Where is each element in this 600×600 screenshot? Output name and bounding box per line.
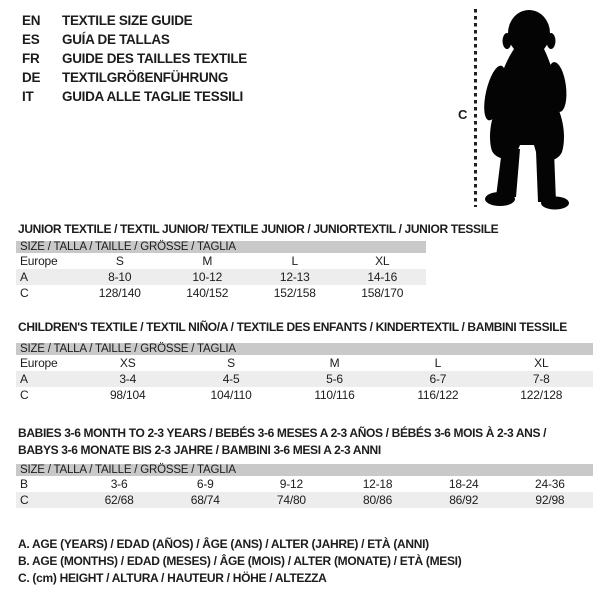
- size-value-cell: 24-36: [535, 477, 565, 491]
- children-size-table: [16, 343, 593, 403]
- footnote-line: B. AGE (MONTHS) / EDAD (MESES) / ÂGE (MOIS) / ALTER (MONATE) / ETÀ (MESI): [18, 553, 462, 568]
- section-title-line: BABIES 3-6 MONTH TO 2-3 YEARS / BEBÉS 3-6 MESES A 2-3 AÑOS / BÉBÉS 3-6 MOIS À 2-3 ANS /: [18, 426, 547, 440]
- height-dotted-line: [474, 9, 477, 207]
- size-value-cell: 74/80: [248, 492, 334, 508]
- size-value-cell: L: [291, 254, 298, 268]
- language-row-fr: [22, 49, 247, 68]
- language-row-de: [22, 68, 247, 87]
- row-label-cell: C: [20, 388, 29, 402]
- babies-size-table: [16, 464, 593, 508]
- language-row-es: [22, 30, 247, 49]
- junior-size-table: [16, 241, 426, 301]
- row-label-cell: A: [16, 269, 76, 285]
- language-row-en: [22, 11, 247, 30]
- babies-section-title: [18, 425, 546, 459]
- size-value-cell: S: [227, 356, 235, 370]
- table-header-row: [16, 343, 593, 355]
- table-row: [16, 269, 426, 285]
- size-value-cell: XS: [119, 356, 136, 370]
- row-label-cell: A: [16, 371, 76, 387]
- table-row: [16, 492, 593, 508]
- table-row: [16, 387, 593, 403]
- size-value-cell: 68/74: [162, 492, 248, 508]
- size-value-cell: 62/68: [76, 492, 162, 508]
- table-header-row: [16, 241, 426, 253]
- size-value-cell: 80/86: [334, 492, 420, 508]
- row-label-cell: Europe: [20, 254, 58, 268]
- language-title-list: [22, 11, 247, 106]
- row-label-cell: C: [16, 492, 76, 508]
- language-code: ES: [22, 32, 40, 47]
- language-label: GUIDE DES TAILLES TEXTILE: [62, 51, 248, 66]
- size-value-cell: 18-24: [448, 477, 479, 491]
- size-value-cell: 6-9: [196, 477, 214, 491]
- language-label: TEXTILE SIZE GUIDE: [62, 13, 193, 28]
- size-value-cell: 6-7: [386, 371, 489, 387]
- language-label: TEXTILGRÖßENFÜHRUNG: [62, 70, 229, 85]
- size-value-cell: 122/128: [520, 388, 563, 402]
- row-label-cell: Europe: [20, 356, 58, 370]
- language-code: FR: [22, 51, 40, 66]
- size-value-cell: 116/122: [417, 388, 459, 402]
- size-value-cell: 110/116: [314, 388, 355, 402]
- size-value-cell: 104/110: [210, 388, 252, 402]
- size-value-cell: XL: [375, 254, 390, 268]
- size-value-cell: 9-12: [279, 477, 303, 491]
- size-value-cell: M: [202, 254, 213, 268]
- size-value-cell: 5-6: [283, 371, 386, 387]
- table-header-row: [16, 464, 593, 476]
- table-row: [16, 285, 426, 301]
- size-value-cell: 128/140: [98, 286, 141, 300]
- size-value-cell: 12-18: [362, 477, 393, 491]
- size-value-cell: 7-8: [490, 371, 593, 387]
- size-value-cell: M: [329, 356, 340, 370]
- language-code: IT: [22, 89, 34, 104]
- size-value-cell: XL: [534, 356, 549, 370]
- size-value-cell: 86/92: [421, 492, 507, 508]
- size-table-header: SIZE / TALLA / TAILLE / GRÖSSE / TAGLIA: [16, 343, 593, 355]
- size-value-cell: 12-13: [251, 269, 339, 285]
- footnote-line: A. AGE (YEARS) / EDAD (AÑOS) / ÂGE (ANS) / ALTER (JAHRE) / ETÀ (ANNI): [18, 537, 429, 551]
- size-value-cell: 8-10: [76, 269, 164, 285]
- table-row: [16, 355, 593, 371]
- size-table-header: SIZE / TALLA / TAILLE / GRÖSSE / TAGLIA: [16, 464, 593, 476]
- size-value-cell: 10-12: [164, 269, 252, 285]
- section-title-line: JUNIOR TEXTILE / TEXTIL JUNIOR/ TEXTILE JUNIOR / JUNIORTEXTIL / JUNIOR TESSILE: [18, 222, 499, 236]
- size-value-cell: 92/98: [507, 492, 593, 508]
- size-value-cell: 14-16: [339, 269, 427, 285]
- table-row: [16, 253, 426, 269]
- children-section-title: [18, 319, 567, 336]
- language-row-it: [22, 87, 247, 106]
- junior-section-title: [18, 221, 498, 238]
- language-label: GUÍA DE TALLAS: [62, 32, 170, 47]
- size-value-cell: 4-5: [179, 371, 282, 387]
- size-value-cell: S: [115, 254, 124, 268]
- size-value-cell: 140/152: [186, 286, 229, 300]
- size-value-cell: L: [434, 356, 442, 370]
- baby-silhouette-icon: [480, 9, 574, 211]
- language-code: EN: [22, 13, 41, 28]
- size-value-cell: 3-6: [110, 477, 128, 491]
- table-row: [16, 371, 593, 387]
- size-value-cell: 98/104: [109, 388, 146, 402]
- language-code: DE: [22, 70, 41, 85]
- height-marker-label: C: [458, 107, 468, 122]
- legend-footnotes: [18, 536, 461, 586]
- row-label-cell: B: [20, 477, 28, 491]
- language-label: GUIDA ALLE TAGLIE TESSILI: [62, 89, 243, 104]
- size-value-cell: 158/170: [361, 286, 404, 300]
- size-value-cell: 3-4: [76, 371, 179, 387]
- size-value-cell: 152/158: [273, 286, 316, 300]
- section-title-line: CHILDREN'S TEXTILE / TEXTIL NIÑO/A / TEXTILE DES ENFANTS / KINDERTEXTIL / BAMBINI TESSILE: [18, 320, 567, 334]
- table-row: [16, 476, 593, 492]
- section-title-line: BABYS 3-6 MONATE BIS 2-3 JAHRE / BAMBINI 3-6 MESI A 2-3 ANNI: [18, 443, 381, 457]
- footnote-line: C. (cm) HEIGHT / ALTURA / HAUTEUR / HÖHE / ALTEZZA: [18, 570, 327, 585]
- row-label-cell: C: [20, 286, 29, 300]
- size-table-header: SIZE / TALLA / TAILLE / GRÖSSE / TAGLIA: [16, 241, 426, 253]
